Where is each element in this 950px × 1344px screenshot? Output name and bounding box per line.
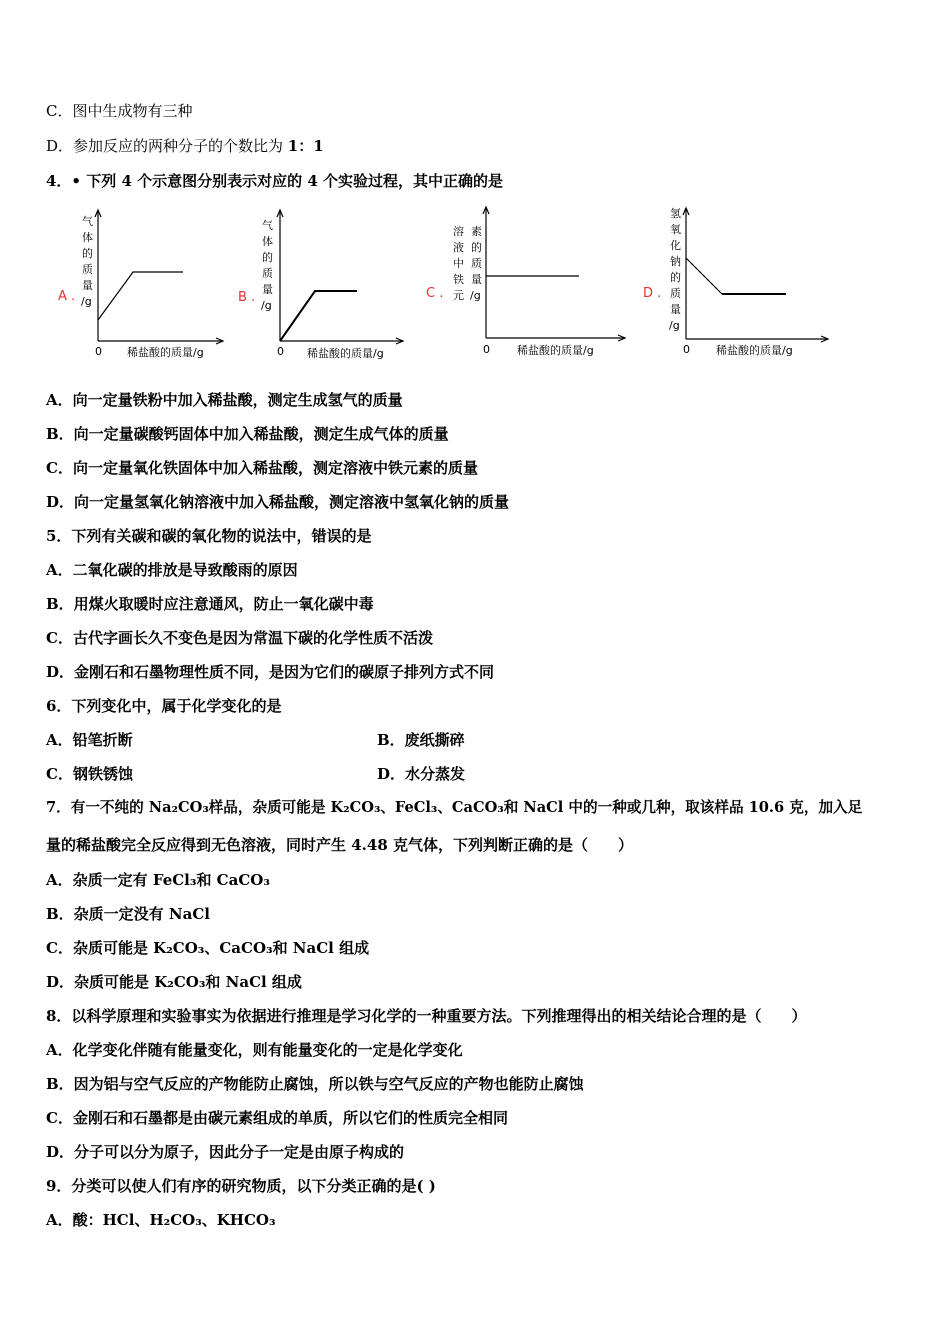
graph-d-ylabel-7: /g	[669, 319, 680, 332]
graph-d	[640, 203, 830, 367]
graph-d-ylabel-2: 化	[670, 239, 681, 252]
q3-option-d-ratio: 1：1	[287, 137, 324, 155]
q7-stem-line2: 量的稀盐酸完全反应得到无色溶液，同时产生 4.48 克气体，下列判断正确的是（ ）	[46, 836, 633, 854]
graph-d-ylabel-6: 量	[670, 303, 681, 316]
graph-c-ylabel-b3: 量	[471, 273, 482, 286]
q6-option-a: A．铅笔折断	[46, 731, 133, 749]
graph-c-ylabel-b4: /g	[470, 289, 481, 302]
graph-d-letter: D .	[643, 286, 662, 301]
graph-b-ylabel-0: 气	[262, 219, 273, 232]
q8-option-a: A．化学变化伴随有能量变化，则有能量变化的一定是化学变化	[46, 1041, 463, 1059]
q9-stem: 9．分类可以使人们有序的研究物质，以下分类正确的是( )	[46, 1177, 436, 1195]
graph-c-ylabel-a1: 液	[453, 241, 464, 254]
graph-a-ylabel-5: /g	[81, 295, 92, 308]
q6-option-b: B．废纸撕碎	[377, 731, 465, 749]
q5-option-d: D．金刚石和石墨物理性质不同，是因为它们的碳原子排列方式不同	[46, 663, 495, 681]
graph-d-ylabel-0: 氢	[670, 207, 681, 220]
graph-c-ylabel-a0: 溶	[453, 225, 464, 238]
graph-b-ylabel-1: 体	[262, 235, 273, 248]
q5-option-a: A．二氧化碳的排放是导致酸雨的原因	[46, 561, 298, 579]
graph-b-ylabel-2: 的	[262, 251, 273, 264]
q4-option-d: D．向一定量氢氧化钠溶液中加入稀盐酸，测定溶液中氢氧化钠的质量	[46, 493, 510, 511]
graph-b-ylabel-3: 质	[262, 267, 273, 280]
q5-option-b: B．用煤火取暖时应注意通风，防止一氧化碳中毒	[46, 595, 374, 613]
graph-c-ylabel-b0: 素	[471, 225, 482, 238]
graph-b-origin: 0	[277, 345, 284, 358]
q3-option-d-text: D．参加反应的两种分子的个数比为	[46, 137, 288, 155]
graph-d-svg	[640, 203, 830, 363]
graph-c-ylabel-a4: 元	[453, 289, 464, 302]
q7-option-b: B．杂质一定没有 NaCl	[46, 905, 210, 923]
graph-b	[235, 205, 405, 369]
graph-a-letter: A .	[58, 289, 76, 304]
graph-d-ylabel-4: 的	[670, 271, 681, 284]
q7-option-c: C．杂质可能是 K₂CO₃、CaCO₃和 NaCl 组成	[46, 939, 370, 957]
graph-d-origin: 0	[683, 343, 690, 356]
q8-option-d: D．分子可以分为原子，因此分子一定是由原子构成的	[46, 1143, 405, 1161]
graph-c-ylabel-a2: 中	[453, 257, 464, 270]
q4-stem: 4．• 下列 4 个示意图分别表示对应的 4 个实验过程，其中正确的是	[46, 172, 504, 190]
graph-b-ylabel	[261, 218, 273, 312]
graph-c-origin: 0	[483, 343, 490, 356]
graph-a-ylabel	[81, 214, 93, 308]
graph-a-xlabel: 稀盐酸的质量/g	[127, 346, 204, 359]
q8-option-b: B．因为铝与空气反应的产物能防止腐蚀，所以铁与空气反应的产物也能防止腐蚀	[46, 1075, 584, 1093]
q6-stem: 6．下列变化中，属于化学变化的是	[46, 697, 282, 715]
graph-c-letter: C .	[426, 286, 444, 301]
graph-d-ylabel-5: 质	[670, 287, 681, 300]
q8-stem: 8．以科学原理和实验事实为依据进行推理是学习化学的一种重要方法。下列推理得出的相关结论合理的是（ ）	[46, 1007, 807, 1025]
graph-a-svg	[55, 205, 225, 365]
graph-a-origin: 0	[95, 345, 102, 358]
graph-d-ylabel	[669, 206, 681, 332]
graph-a-curve	[98, 272, 183, 320]
graph-c-ylabel	[453, 224, 482, 302]
q4-option-c: C．向一定量氧化铁固体中加入稀盐酸，测定溶液中铁元素的质量	[46, 459, 478, 477]
graph-b-ylabel-4: 量	[262, 283, 273, 296]
graph-b-xlabel: 稀盐酸的质量/g	[307, 347, 384, 360]
q3-option-c: C．图中生成物有三种	[46, 102, 193, 120]
q4-option-b: B．向一定量碳酸钙固体中加入稀盐酸，测定生成气体的质量	[46, 425, 449, 443]
q5-option-c: C．古代字画长久不变色是因为常温下碳的化学性质不活泼	[46, 629, 433, 647]
graph-c-ylabel-b1: 的	[471, 241, 482, 254]
q3-option-d	[46, 136, 324, 156]
graph-b-letter: B .	[238, 290, 256, 305]
graph-b-ylabel-5: /g	[261, 299, 272, 312]
graph-c-ylabel-b2: 质	[471, 257, 482, 270]
graph-a-ylabel-0: 气	[82, 215, 93, 228]
graph-b-svg	[235, 205, 405, 365]
graph-d-xlabel: 稀盐酸的质量/g	[716, 344, 793, 357]
q9-option-a: A．酸：HCl、H₂CO₃、KHCO₃	[46, 1211, 276, 1229]
graph-d-ylabel-1: 氧	[670, 223, 681, 236]
graph-a-ylabel-4: 量	[82, 279, 93, 292]
graph-d-curve-descent	[686, 258, 722, 294]
q4-option-a: A．向一定量铁粉中加入稀盐酸，测定生成氢气的质量	[46, 391, 403, 409]
graph-c-xlabel: 稀盐酸的质量/g	[517, 344, 594, 357]
q6-option-c: C．钢铁锈蚀	[46, 765, 133, 783]
q7-option-d: D．杂质可能是 K₂CO₃和 NaCl 组成	[46, 973, 302, 991]
q7-option-a: A．杂质一定有 FeCl₃和 CaCO₃	[46, 871, 270, 889]
graph-a-ylabel-3: 质	[82, 263, 93, 276]
graph-a-ylabel-1: 体	[82, 231, 93, 244]
graph-c-svg	[422, 203, 632, 363]
graph-d-ylabel-3: 钠	[670, 255, 681, 268]
graph-c-ylabel-a3: 铁	[453, 273, 464, 286]
q6-option-d: D．水分蒸发	[377, 765, 466, 783]
graph-c	[422, 203, 632, 367]
q7-stem-line1: 7．有一不纯的 Na₂CO₃样品，杂质可能是 K₂CO₃、FeCl₃、CaCO₃和 NaCl 中的一种或几种，取该样品 10.6 克，加入足	[46, 799, 863, 816]
graph-a-ylabel-2: 的	[82, 247, 93, 260]
q5-stem: 5．下列有关碳和碳的氧化物的说法中，错误的是	[46, 527, 372, 545]
graph-a	[55, 205, 225, 369]
graph-b-curve	[280, 291, 357, 341]
q8-option-c: C．金刚石和石墨都是由碳元素组成的单质，所以它们的性质完全相同	[46, 1109, 508, 1127]
